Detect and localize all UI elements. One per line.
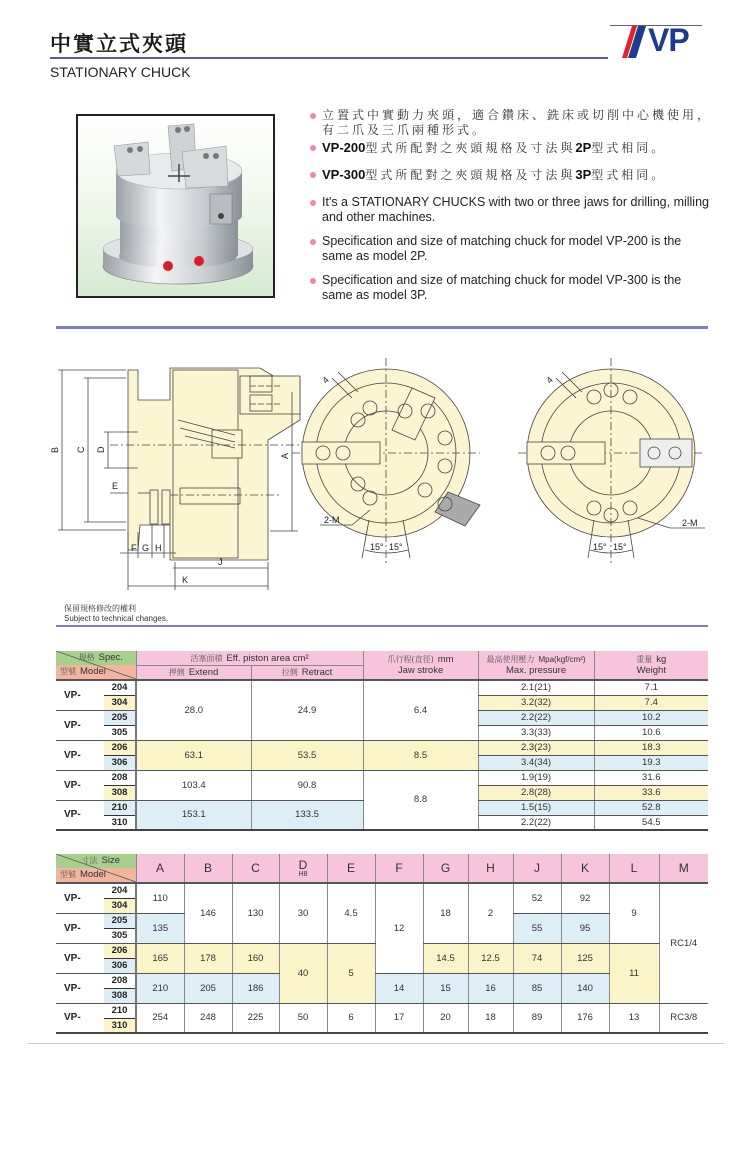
dim-e-value: 4.5 xyxy=(327,883,375,943)
spec-table xyxy=(56,651,708,831)
dim-label-j: J xyxy=(218,557,223,567)
model-number: 305 xyxy=(104,928,136,943)
product-photo xyxy=(76,114,275,298)
model-number: 210 xyxy=(104,800,136,815)
dim-m-value: RC1/4 xyxy=(659,883,708,1003)
retract-value: 133.5 xyxy=(251,800,363,830)
section-divider xyxy=(56,326,708,329)
table-row xyxy=(56,1003,708,1018)
dim-j-value: 55 xyxy=(513,913,561,943)
dim-h-value: 18 xyxy=(468,1003,513,1033)
piston-cn: 活塞面積 xyxy=(190,653,223,663)
dim-label-a: A xyxy=(280,452,290,459)
dim-j-value: 89 xyxy=(513,1003,561,1033)
slot-width-label: 4 xyxy=(544,374,555,386)
header-extend xyxy=(136,666,251,681)
dim-k-value: 176 xyxy=(561,1003,609,1033)
model-prefix: VP- xyxy=(56,913,104,943)
corner-bot-en: Model xyxy=(80,666,106,677)
dim-label-c: C xyxy=(76,446,86,453)
corner-bot-en: Model xyxy=(80,869,106,880)
pressure-unit: Mpa(kgf/cm²) xyxy=(538,655,586,664)
feature-text: 型式所配對之夾頭規格及寸法與 xyxy=(365,141,576,155)
col-header-d xyxy=(279,854,327,883)
pressure-en: Max. pressure xyxy=(505,665,567,676)
col-header-c: C xyxy=(232,854,279,883)
dim-b-value: 146 xyxy=(184,883,232,943)
dim-d-value: 50 xyxy=(279,1003,327,1033)
dim-l-value: 13 xyxy=(609,1003,659,1033)
model-prefix: VP- xyxy=(56,680,104,710)
dim-j-value: 52 xyxy=(513,883,561,913)
angle-right-label: 15° xyxy=(389,542,403,552)
dim-label-b: B xyxy=(50,446,60,453)
pressure-value: 2.2(22) xyxy=(478,710,594,725)
feature-item-en-2: Specification and size of matching chuck for model VP-200 is the same as model 2P. xyxy=(308,234,713,264)
dim-c-value: 160 xyxy=(232,943,279,973)
model-prefix: VP- xyxy=(56,800,104,830)
dim-label-f: F xyxy=(131,543,137,553)
retract-en: Retract xyxy=(301,667,333,678)
model-number: 310 xyxy=(104,815,136,830)
pressure-value: 3.2(32) xyxy=(478,695,594,710)
pressure-value: 1.5(15) xyxy=(478,800,594,815)
size-table xyxy=(56,854,708,1034)
col-header-m: M xyxy=(659,854,708,883)
feature-tail: 型式相同。 xyxy=(591,168,667,182)
corner-bot-cn: 型號 xyxy=(60,870,76,879)
model-prefix: VP- xyxy=(56,883,104,913)
extend-value: 153.1 xyxy=(136,800,251,830)
corner-top-cn: 規格 xyxy=(78,653,95,662)
weight-value: 19.3 xyxy=(594,755,708,770)
model-prefix: VP- xyxy=(56,710,104,740)
retract-value: 90.8 xyxy=(251,770,363,800)
model-number: 306 xyxy=(104,958,136,973)
col-header-h: H xyxy=(468,854,513,883)
col-header-k: K xyxy=(561,854,609,883)
dim-a-value: 210 xyxy=(136,973,184,1003)
angle-left-label: 15° xyxy=(370,542,384,552)
feature-tail: 型式相同。 xyxy=(591,141,667,155)
front-view-two-jaw xyxy=(292,358,480,566)
model-prefix: VP- xyxy=(56,973,104,1003)
col-header-e: E xyxy=(327,854,375,883)
dim-d-value: 30 xyxy=(279,883,327,943)
dim-f-value: 14 xyxy=(375,973,423,1003)
model-number: 305 xyxy=(104,725,136,740)
pressure-value: 2.2(22) xyxy=(478,815,594,830)
feature-model: 2P xyxy=(575,140,592,155)
stroke-en: Jaw stroke xyxy=(397,665,444,676)
technical-drawing xyxy=(40,340,720,600)
stroke-value: 8.8 xyxy=(363,770,478,830)
feature-text: 立置式中實動力夾頭，適合鑽床、銑床或切削中心機使用，有二爪及三爪兩種形式。 xyxy=(322,108,713,137)
dim-m-value: RC3/8 xyxy=(659,1003,708,1033)
corner-top-cn: 寸法 xyxy=(81,856,98,865)
dim-g-value: 20 xyxy=(423,1003,468,1033)
stroke-cn: 爪行程(直徑) xyxy=(387,655,434,664)
stroke-value: 8.5 xyxy=(363,740,478,770)
retract-cn: 拉側 xyxy=(281,668,298,677)
angle-left-label: 15° xyxy=(593,542,607,552)
stroke-value: 6.4 xyxy=(363,680,478,740)
table-row xyxy=(56,770,708,785)
table-row xyxy=(56,680,708,695)
dim-g-value: 14.5 xyxy=(423,943,468,973)
col-header-d-tolerance: H8 xyxy=(298,871,308,878)
weight-value: 54.5 xyxy=(594,815,708,830)
feature-lead: VP-200 xyxy=(322,140,366,155)
section-divider xyxy=(56,625,708,627)
dim-e-value: 5 xyxy=(327,943,375,1003)
weight-value: 18.3 xyxy=(594,740,708,755)
dim-a-value: 254 xyxy=(136,1003,184,1033)
feature-item-en-3: Specification and size of matching chuck for model VP-300 is the same as model 3P. xyxy=(308,273,713,303)
front-view-three-jaw xyxy=(518,358,705,566)
extend-value: 63.1 xyxy=(136,740,251,770)
extend-en: Extend xyxy=(188,667,219,678)
dim-g-value: 15 xyxy=(423,973,468,1003)
dim-k-value: 125 xyxy=(561,943,609,973)
pressure-cn: 最高使用壓力 xyxy=(486,655,535,664)
model-number: 304 xyxy=(104,898,136,913)
pressure-value: 2.3(23) xyxy=(478,740,594,755)
feature-item-cn-3 xyxy=(308,167,713,183)
weight-value: 33.6 xyxy=(594,785,708,800)
spec-table-corner xyxy=(56,651,136,680)
weight-value: 7.4 xyxy=(594,695,708,710)
pressure-value: 3.3(33) xyxy=(478,725,594,740)
header-max-pressure xyxy=(478,651,594,680)
dim-h-value: 12.5 xyxy=(468,943,513,973)
pressure-value: 2.8(28) xyxy=(478,785,594,800)
dim-c-value: 130 xyxy=(232,883,279,943)
dim-k-value: 92 xyxy=(561,883,609,913)
weight-value: 7.1 xyxy=(594,680,708,695)
col-header-l: L xyxy=(609,854,659,883)
col-header-d-label: D xyxy=(298,858,308,872)
piston-unit: cm² xyxy=(292,652,309,664)
dim-f-value: 12 xyxy=(375,883,423,973)
model-number: 310 xyxy=(104,1018,136,1033)
dim-g-value: 18 xyxy=(423,883,468,943)
dim-a-value: 165 xyxy=(136,943,184,973)
dim-h-value: 16 xyxy=(468,973,513,1003)
model-number: 308 xyxy=(104,988,136,1003)
model-prefix: VP- xyxy=(56,1003,104,1033)
weight-en: Weight xyxy=(636,665,666,676)
dim-label-g: G xyxy=(142,543,150,553)
feature-list xyxy=(308,108,713,303)
dim-b-value: 248 xyxy=(184,1003,232,1033)
dim-k-value: 95 xyxy=(561,913,609,943)
corner-bot-cn: 型號 xyxy=(60,667,76,676)
col-header-f: F xyxy=(375,854,423,883)
corner-top-en: Spec. xyxy=(98,652,123,663)
piston-en: Eff. piston area xyxy=(226,652,291,664)
side-view-drawing xyxy=(58,368,310,590)
table-row xyxy=(56,883,708,898)
model-number: 306 xyxy=(104,755,136,770)
model-number: 308 xyxy=(104,785,136,800)
weight-value: 31.6 xyxy=(594,770,708,785)
page-end-rule xyxy=(28,1043,724,1044)
feature-text: 型式所配對之夾頭規格及寸法與 xyxy=(365,168,576,182)
table-row xyxy=(56,740,708,755)
weight-value: 10.6 xyxy=(594,725,708,740)
feature-item-cn-1 xyxy=(308,108,713,138)
thread-label: 2-M xyxy=(682,518,698,528)
dim-e-value: 6 xyxy=(327,1003,375,1033)
model-prefix: VP- xyxy=(56,770,104,800)
dim-c-value: 225 xyxy=(232,1003,279,1033)
model-prefix: VP- xyxy=(56,740,104,770)
dim-f-value: 17 xyxy=(375,1003,423,1033)
retract-value: 24.9 xyxy=(251,680,363,740)
dim-j-value: 85 xyxy=(513,973,561,1003)
header-rule xyxy=(50,57,608,59)
dim-k-value: 140 xyxy=(561,973,609,1003)
dim-a-value: 135 xyxy=(136,913,184,943)
dim-label-h: H xyxy=(155,543,162,553)
pressure-value: 1.9(19) xyxy=(478,770,594,785)
slot-width-label: 4 xyxy=(320,374,331,386)
col-header-b: B xyxy=(184,854,232,883)
model-number: 205 xyxy=(104,710,136,725)
feature-item-en-1: It's a STATIONARY CHUCKS with two or three jaws for drilling, milling and other machines. xyxy=(308,195,713,225)
three-jaw-chuck-photo-icon xyxy=(78,116,273,296)
dim-label-e: E xyxy=(112,481,119,491)
dim-h-value: 2 xyxy=(468,883,513,943)
model-number: 206 xyxy=(104,943,136,958)
header-piston-area xyxy=(136,651,363,666)
page-title-cn: 中實立式夾頭 xyxy=(50,32,188,56)
weight-unit: kg xyxy=(656,654,667,665)
dim-label-k: K xyxy=(182,575,189,585)
dim-a-value: 110 xyxy=(136,883,184,913)
header-retract xyxy=(251,666,363,681)
model-number: 208 xyxy=(104,973,136,988)
feature-item-cn-2 xyxy=(308,140,713,156)
stroke-unit: mm xyxy=(437,654,454,665)
disclaimer-cn: 保留規格修改的權利 xyxy=(64,604,136,613)
feature-model: 3P xyxy=(575,167,592,182)
weight-cn: 重量 xyxy=(636,655,653,664)
model-number: 206 xyxy=(104,740,136,755)
dim-d-value: 40 xyxy=(279,943,327,1003)
model-number: 204 xyxy=(104,680,136,695)
header-weight xyxy=(594,651,708,680)
col-header-j: J xyxy=(513,854,561,883)
model-prefix: VP- xyxy=(56,943,104,973)
model-number: 204 xyxy=(104,883,136,898)
disclaimer-en: Subject to technical changes. xyxy=(64,614,169,623)
weight-value: 52.8 xyxy=(594,800,708,815)
pressure-value: 3.4(34) xyxy=(478,755,594,770)
extend-cn: 押側 xyxy=(168,668,185,677)
dim-j-value: 74 xyxy=(513,943,561,973)
dim-b-value: 178 xyxy=(184,943,232,973)
thread-label: 2-M xyxy=(324,515,340,525)
vp-logo-text: VP xyxy=(648,22,689,58)
corner-top-en: Size xyxy=(101,855,120,866)
extend-value: 103.4 xyxy=(136,770,251,800)
extend-value: 28.0 xyxy=(136,680,251,740)
model-number: 205 xyxy=(104,913,136,928)
col-header-g: G xyxy=(423,854,468,883)
retract-value: 53.5 xyxy=(251,740,363,770)
dim-c-value: 186 xyxy=(232,973,279,1003)
dim-l-value: 11 xyxy=(609,943,659,1003)
feature-lead: VP-300 xyxy=(322,167,366,182)
pressure-value: 2.1(21) xyxy=(478,680,594,695)
model-number: 208 xyxy=(104,770,136,785)
model-number: 304 xyxy=(104,695,136,710)
dim-l-value: 9 xyxy=(609,883,659,943)
col-header-a: A xyxy=(136,854,184,883)
disclaimer-note xyxy=(64,604,168,624)
model-number: 210 xyxy=(104,1003,136,1018)
dim-label-d: D xyxy=(96,446,106,453)
header-jaw-stroke xyxy=(363,651,478,680)
dim-b-value: 205 xyxy=(184,973,232,1003)
angle-right-label: 15° xyxy=(613,542,627,552)
size-table-corner xyxy=(56,854,136,883)
page-title-en: STATIONARY CHUCK xyxy=(50,64,191,80)
weight-value: 10.2 xyxy=(594,710,708,725)
